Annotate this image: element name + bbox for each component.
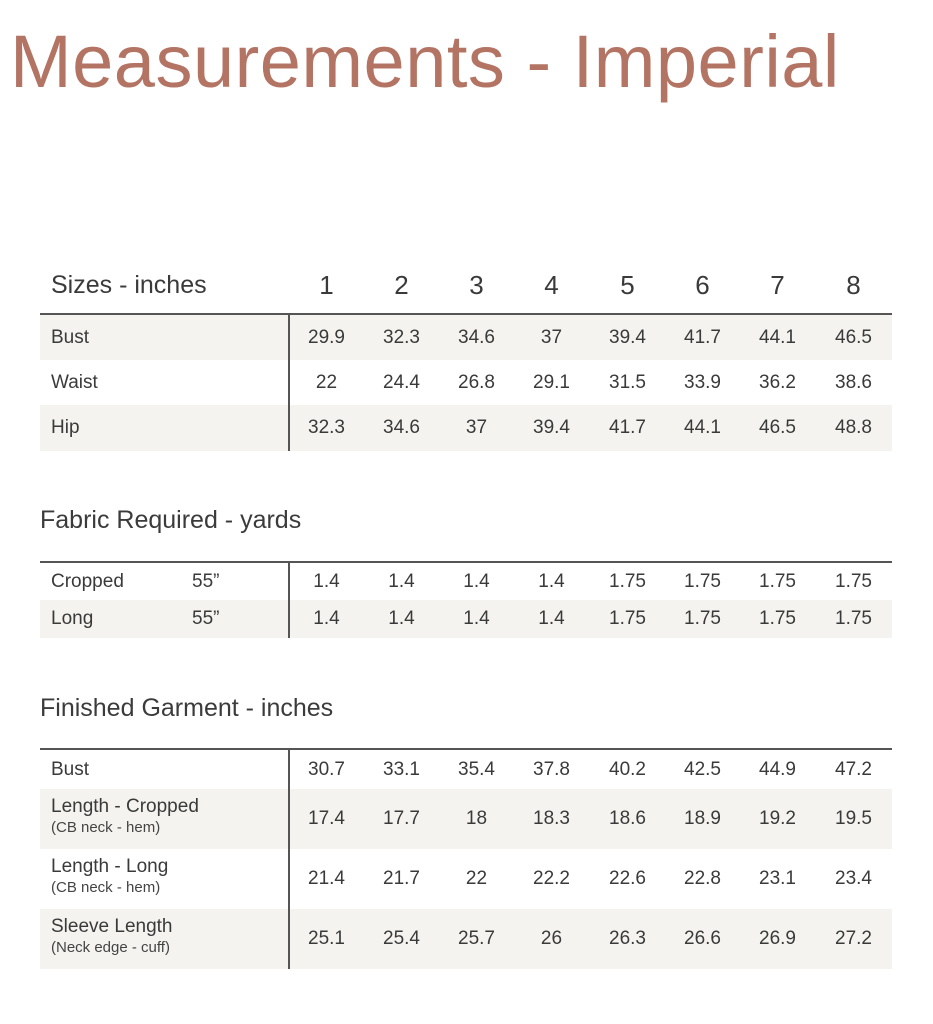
row-label-note: (CB neck - hem) xyxy=(51,819,161,836)
table-cell: 25.7 xyxy=(458,928,495,949)
size-column-header: 5 xyxy=(620,270,635,300)
row-label xyxy=(51,796,199,836)
table-cell: 39.4 xyxy=(609,327,646,348)
row-label-main: Length - Cropped xyxy=(51,796,199,817)
table-cell: 25.1 xyxy=(308,928,345,949)
table-cell: 39.4 xyxy=(533,417,570,438)
table-cell: 38.6 xyxy=(835,372,872,393)
table-cell: 37.8 xyxy=(533,759,570,780)
row-label-main: Length - Long xyxy=(51,856,169,877)
size-column-header: 7 xyxy=(770,270,785,300)
table-cell: 1.75 xyxy=(759,608,796,629)
table-cell: 1.4 xyxy=(463,571,490,592)
table-cell: 18.9 xyxy=(684,808,721,829)
table-cell: 21.7 xyxy=(383,868,420,889)
table-cell: 42.5 xyxy=(684,759,721,780)
table-cell: 47.2 xyxy=(835,759,872,780)
table-cell: 26.9 xyxy=(759,928,796,949)
table-cell: 18 xyxy=(465,808,488,829)
table-cell: 25.4 xyxy=(383,928,420,949)
size-column-header: 1 xyxy=(319,270,334,300)
table-cell: 1.75 xyxy=(835,608,872,629)
table-cell: 44.1 xyxy=(684,417,721,438)
table-cell: 22.6 xyxy=(609,868,646,889)
table-cell: 19.2 xyxy=(759,808,796,829)
table-cell: 36.2 xyxy=(759,372,796,393)
table-cell: 1.4 xyxy=(313,571,340,592)
row-label: Bust xyxy=(51,327,90,348)
table-cell: 17.7 xyxy=(383,808,420,829)
table-cell: 34.6 xyxy=(383,417,420,438)
size-column-header: 2 xyxy=(394,270,409,300)
table-cell: 32.3 xyxy=(308,417,345,438)
table-cell: 22 xyxy=(315,372,338,393)
table-row xyxy=(40,750,892,789)
table-cell: 46.5 xyxy=(759,417,796,438)
row-label: Hip xyxy=(51,417,80,438)
fabric-width: 55” xyxy=(192,608,220,629)
table-cell: 23.1 xyxy=(759,868,796,889)
size-column-header: 6 xyxy=(695,270,710,300)
column-divider xyxy=(288,315,290,451)
table-cell: 1.4 xyxy=(388,571,415,592)
row-label: Waist xyxy=(51,372,98,393)
table-row xyxy=(40,789,892,849)
table-cell: 37 xyxy=(465,417,488,438)
table-cell: 18.6 xyxy=(609,808,646,829)
table-cell: 33.1 xyxy=(383,759,420,780)
table-cell: 46.5 xyxy=(835,327,872,348)
table-row xyxy=(40,600,892,638)
fabric-section xyxy=(40,500,892,629)
table-cell: 1.75 xyxy=(609,571,646,592)
row-label-main: Sleeve Length xyxy=(51,916,173,937)
row-label: Cropped xyxy=(51,571,124,592)
table-cell: 37 xyxy=(540,327,563,348)
page-title: Measurements - Imperial xyxy=(10,20,840,103)
finished-garment-table xyxy=(40,748,892,969)
table-row xyxy=(40,360,892,405)
table-cell: 1.75 xyxy=(684,608,721,629)
table-cell: 1.4 xyxy=(313,608,340,629)
table-cell: 34.6 xyxy=(458,327,495,348)
row-label xyxy=(51,856,168,896)
table-cell: 26.3 xyxy=(609,928,646,949)
fabric-width: 55” xyxy=(192,571,220,592)
table-cell: 31.5 xyxy=(609,372,646,393)
table-cell: 22.2 xyxy=(533,868,570,889)
size-column-header: 3 xyxy=(469,270,484,300)
table-cell: 26.6 xyxy=(684,928,721,949)
body-measurements-table xyxy=(40,313,892,451)
garment-section xyxy=(40,688,892,956)
table-cell: 30.7 xyxy=(308,759,345,780)
table-cell: 33.9 xyxy=(684,372,721,393)
table-cell: 1.4 xyxy=(463,608,490,629)
table-cell: 1.75 xyxy=(609,608,646,629)
row-label xyxy=(51,916,173,956)
table-row xyxy=(40,315,892,360)
table-cell: 17.4 xyxy=(308,808,345,829)
table-cell: 29.1 xyxy=(533,372,570,393)
table-cell: 26 xyxy=(540,928,563,949)
table-cell: 26.8 xyxy=(458,372,495,393)
row-label: Bust xyxy=(51,759,90,780)
table-row xyxy=(40,849,892,909)
table-cell: 41.7 xyxy=(684,327,721,348)
table-cell: 48.8 xyxy=(835,417,872,438)
row-label-note: (CB neck - hem) xyxy=(51,879,161,896)
table-cell: 23.4 xyxy=(835,868,872,889)
size-column-header: 4 xyxy=(544,270,559,300)
table-cell: 1.4 xyxy=(538,608,565,629)
table-cell: 44.9 xyxy=(759,759,796,780)
table-cell: 18.3 xyxy=(533,808,570,829)
sizes-section-title: Sizes - inches xyxy=(51,271,207,299)
table-cell: 32.3 xyxy=(383,327,420,348)
table-row xyxy=(40,909,892,969)
table-cell: 40.2 xyxy=(609,759,646,780)
table-cell: 1.75 xyxy=(684,571,721,592)
table-cell: 19.5 xyxy=(835,808,872,829)
table-cell: 29.9 xyxy=(308,327,345,348)
table-cell: 22.8 xyxy=(684,868,721,889)
table-cell: 27.2 xyxy=(835,928,872,949)
table-cell: 1.4 xyxy=(388,608,415,629)
table-cell: 24.4 xyxy=(383,372,420,393)
table-cell: 21.4 xyxy=(308,868,345,889)
table-row xyxy=(40,405,892,451)
fabric-section-title: Fabric Required - yards xyxy=(40,506,302,534)
size-column-header: 8 xyxy=(846,270,861,300)
table-cell: 1.4 xyxy=(538,571,565,592)
table-cell: 44.1 xyxy=(759,327,796,348)
table-cell: 1.75 xyxy=(759,571,796,592)
table-cell: 41.7 xyxy=(609,417,646,438)
column-divider xyxy=(288,563,290,638)
column-divider xyxy=(288,750,290,969)
table-cell: 1.75 xyxy=(835,571,872,592)
table-row xyxy=(40,563,892,600)
garment-section-title: Finished Garment - inches xyxy=(40,694,334,722)
sizes-header-row xyxy=(40,260,892,310)
row-label-note: (Neck edge - cuff) xyxy=(51,939,170,956)
fabric-table xyxy=(40,561,892,638)
table-cell: 22 xyxy=(465,868,488,889)
row-label: Long xyxy=(51,608,94,629)
table-cell: 35.4 xyxy=(458,759,495,780)
